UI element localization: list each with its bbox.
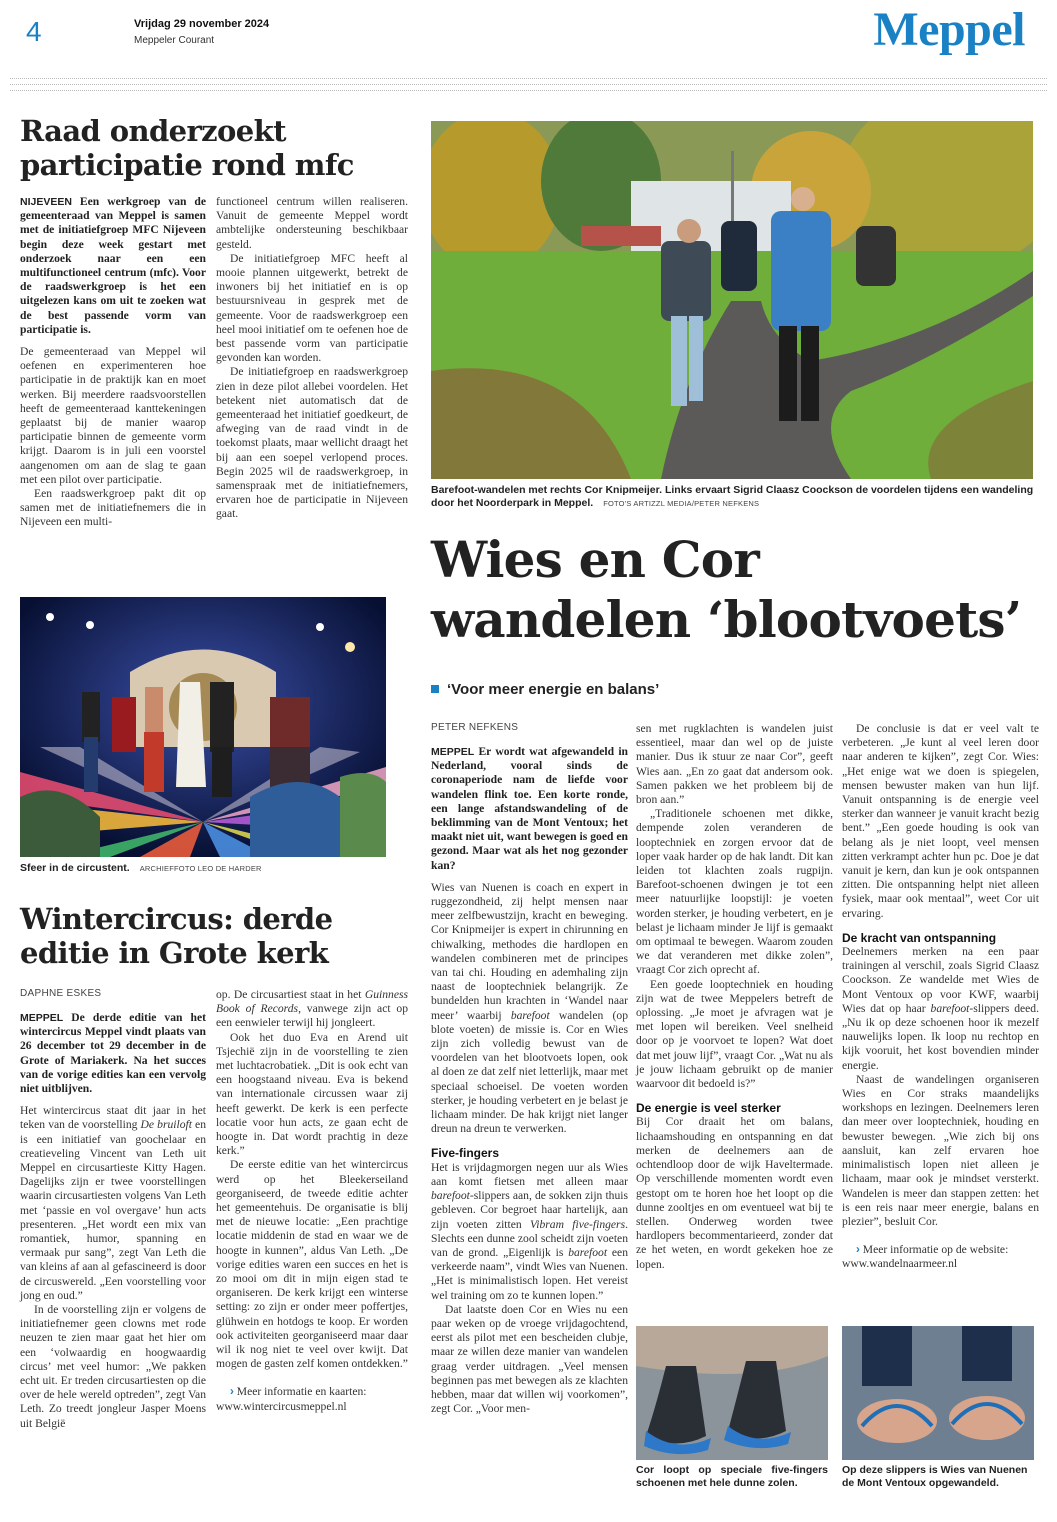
paragraph: De gemeenteraad van Meppel wil oefenen en experimenteren hoe participatie in de praktijk kan en moet werken. Bij meerdere raadsvoorstellen heeft de gemeenteraad kanttekeningen geplaatst bij de manier waarop participatie binnen de gemeente vorm krijgt. Daarom is in juli een voorstel aangenomen om aan de slag te gaan met een pilot over participatie. [20,345,206,486]
paragraph: sen met rugklachten is wandelen juist essentieel, maar dan wel op de juiste manier. Dus ik stuur ze naar Cor”, geeft Wies aan. „En zo gaat dat andersom ook. Samen pakken we het probleem bij de bron aan.” [636,722,833,807]
paragraph: De initiatiefgroep en raadswerkgroep zien in deze pilot allebei voordelen. Het betekent niet automatisch dat de gemeenteraad het initiatief goedkeurt, de afweging van de raad vindt in de toekomst plaats, maar wellicht draagt het bij aan een soepel verlopend proces. Begin 2025 wil de raadswerkgroep, in samenspraak met de initiatiefnemers, ervaren hoe de participatie in Nijeveen gaat. [216,365,408,521]
article-title [431,530,1041,650]
article-title: Wintercircus: derde editie in Grote kerk [20,902,333,970]
byline: DAPHNE ESKES [20,988,102,999]
walking-photo [431,121,1033,479]
chevron-right-icon: › [230,1385,234,1399]
more-info-link[interactable]: › Meer informatie op de website: www.wandelnaarmeer.nl [842,1243,1009,1271]
slippers-photo [842,1326,1034,1460]
paragraph: De initiatiefgroep MFC heeft al mooie plannen uitgewerkt, betrekt de inwoners bij het initiatief en is op bestuursniveau in gesprek met de gemeente. Voor de raadswerkgroep een heel mooi initiatief om te oefenen hoe de best passende vorm van participatie gevonden kan worden. [216,251,408,365]
paragraph: Ook het duo Eva en Arend uit Tsjechië zijn in de voorstelling te zien met luchtacrobatiek. „Dit is ook echt van een hoogstaand niveau. Eva is bekend van internationale circussen waar zij heeft gewerkt. De kerk is een perfecte locatie voor hun acts, ze gaan echt de hoogte in. Dat wordt prachtig in deze kerk.” [216,1030,408,1158]
article-column [636,722,833,1272]
photo-caption [431,484,1035,510]
article-column [431,722,628,1416]
website-link[interactable]: www.wintercircusmeppel.nl [216,1399,347,1413]
bullet-square-icon [431,685,439,693]
header-divider [10,84,1047,85]
paragraph: De eerste editie van het wintercircus werd op het Bleekerseiland georganiseerd, de tweede editie achter het gemeentehuis. De organisatie is blij met de nieuwe locatie: „Een prachtige locatie middenin de stad en waar we de hoogte in kunnen”, aldus Van Leth. „De vorige edities waren een succes en het is zo mooi om dit in mijn eigen stad te organiseren. De kerk krijgt een winterse setting: zo zijn er onder meer poffertjes, glühwein en hotdogs te koop. Er worden ook activiteiten georganiseerd maar daar wil ik nog niet te veel over kwijt. Dat mogen de gasten zelf komen ontdekken.” [216,1158,408,1371]
article-column [20,988,206,1431]
paragraph: op. De circusartiest staat in het Guinness Book of Records, vanwege zijn act op een eenwieler terwijl hij jongleert. [216,988,409,1030]
paragraph: Wies van Nuenen is coach en expert in ruggezondheid, zij helpt mensen naar meer zelfbewustzijn, kracht en beweging. Cor Knipmeijer is expert in chirunning en chiwalking, methodes die hardlopen en wandelen combineren met de principes van tai chi. Houding en ademhaling zijn naast de looptechniek belangrijk. Ze bundelden hun krachten in ‘Wandel naar meer’ waarbij barefoot wandelen (op blote voeten) de missie is. Cor en Wies zijn zich volledig bewust van de voordelen van het blootvoets lopen, ook al doen ze dat zelf niet letterlijk, maar met speciaal schoeisel. De voeten worden sterker, je houding verbetert en je belast je lichaam minder. De hak krijgt niet langer dreun na dreun te verwerken. [431,880,628,1136]
header-divider [10,90,1047,91]
circus-scene-image [20,597,386,857]
paragraph: Naast de wandelingen organiseren Wies en Cor straks maandelijks workshops en lezingen. Deelnemers leren dan meer over looptechniek, houding en bewuster bewegen. „Wie zich bij ons aansluit, kan zelf ervaren hoe minimalistisch lopen niet alleen je lichaam, maar ook je mindset versterkt. Wandelen is meer dan stappen zetten: het is een reis naar meer energie, balans en plezier”, besluit Cor. [842,1072,1039,1228]
five-fingers-shoes-image [636,1326,828,1460]
subheading: Five-fingers [431,1146,500,1161]
photo-caption: Cor loopt op speciale five-fingers schoenen met hele dunne zolen. [636,1464,828,1489]
byline: PETER NEFKENS [431,722,519,733]
paragraph: Een goede looptechniek en houding zijn wat de twee Meppelers betreft de oplossing. „Je moet je afvragen wat je met lopen wil bereiken. Veel snelheid door op je voorvoet te lopen? Wat doet dat met jouw lijf”, vraagt Cor. „Wat nu als je jouw lichaam gebruikt op de manier waarvoor dit bedoeld is?” [636,977,833,1091]
title-line: wandelen ‘blootvoets’ [431,590,1022,649]
article-lead: Er wordt wat afgewandeld in Nederland, vooral sinds de coronaperiode nam de liefde voor wandelen flink toe. Een korte ronde, een lange afstandswandeling of de beklimming van de Mont Ventoux; het maakt niet uit, want bewegen is goed en gezond. Maar wat als het nog gezonder kan? [431,745,628,872]
dateline: NIJEVEEN [20,196,72,208]
newspaper-name: Meppeler Courant [134,35,215,46]
paragraph: Dat laatste doen Cor en Wies nu een paar weken op de vroege vrijdagochtend, eerst als pilot met een bescheiden clubje, maar ze willen deze manier van wandelen graag verder uitdragen. „Veel mensen beginnen pas met bewegen als ze klachten hebben, maar dat willen wij voorkomen”, zegt Cor. „Voor men- [431,1302,628,1416]
dateline: MEPPEL [20,1012,64,1024]
caption-text: Sfeer in de circustent. [20,862,130,874]
photo-caption [20,862,400,875]
paragraph: Het is vrijdagmorgen negen uur als Wies aan komt fietsen met alleen maar barefoot-slippers aan, de sokken zijn thuis gebleven. Cor begroet haar hartelijk, aan zijn voeten zitten Vibram five-fingers. Slechts een dunne zool scheidt zijn voeten van de grond. „Eigenlijk is barefoot een verkeerde naam”, vindt Wies van Nuenen. „Het is minimalistisch lopen. Het vereist wel training om zo te kunnen lopen.” [431,1160,628,1302]
article-subtitle: ‘Voor meer energie en balans’ [431,681,659,698]
more-info-link[interactable]: › Meer informatie en kaarten: www.wintercircusmeppel.nl [216,1385,367,1413]
paragraph: Een raadswerkgroep pakt dit op samen met de initiatiefnemers die in Nijeveen een multi- [20,487,206,529]
paragraph: Het wintercircus staat dit jaar in het teken van de voorstelling De bruiloft en is een initiatief van goochelaar en creatieveling Vincent van Leth uit Meppel en circusartieste Kitty Hagen. Dagelijks zijn er twee voorstellingen waarin circusartiesten volgens Van Leth met ‘passie en vol overgave’ hun acts presenteren. „Het wordt een mix van romantiek, humor, spanning en vermaak pur sang”, zegt Van Leth die van kleins af aan al gefascineerd is door de circuswereld. „Een voorstelling voor jong en oud.” [20,1104,206,1302]
paragraph: Deelnemers merken na een paar trainingen al verschil, zoals Sigrid Claasz Coockson. Ze wandelde met Wies de Mont Ventoux op voor KWF, waarbij Wies dat op haar barefoot-slippers deed. „Nu ik op deze schoenen hoor ik mezelf nauwelijks lopen. Ik loop nu rechtop en kijk vooruit, het kost bovendien minder energie. [842,945,1039,1072]
subheading: De kracht van ontspanning [842,930,997,945]
article-lead: Een werkgroep van de gemeenteraad van Meppel is samen met de initiatiefgroep MFC Nijeveen begin deze week gestart met onderzoek naar een een multifunctioneel centrum (mfc). Voor de raadswerkgroep is het een uitgelezen kans om uit te zoeken wat de best passende vorm van participatie is. [20,195,206,336]
title-line: Wies en Cor [431,530,759,589]
paragraph: „Traditionele schoenen met dikke, dempende zolen veranderen de looptechniek en zorgen ervoor dat de loper vaak harder op de hak landt. Dit kan leiden tot klachten zoals rugpijn. Barefoot-schoenen dwingen je tot een meer natuurlijke loopstijl: je voeten worden sterker, je houding verbetert, en je belast je lichaam minder Je lijf is gemaakt om optimaal te bewegen. Waarom zouden we dat veranderen met dikke zolen”, vraagt Cor zich oprecht af. [636,807,833,977]
subheading: De energie is veel sterker [636,1101,781,1116]
page-number: 4 [26,16,42,47]
photo-credit: FOTO'S ARTIZZL MEDIA/PETER NEFKENS [603,499,760,508]
circus-photo [20,597,386,857]
barefoot-slippers-image [842,1326,1034,1460]
park-walk-image [431,121,1033,479]
caption-text: Barefoot-wandelen met rechts Cor Knipmeijer. Links ervaart Sigrid Claasz Coockson de voordelen tijdens een wandeling door het Noorderpark in Meppel. [431,484,1034,509]
photo-credit: ARCHIEFFOTO LEO DE HARDER [139,864,262,873]
paragraph: In de voorstelling zijn er volgens de initiatiefnemer geen clowns met rode neuzen te zien maar gaat het hier om een ‘volwaardig en hoogwaardig circus’ met veel humor: „We pakken echt uit. Er treden circusartiesten op die over de hele wereld optreden”, zegt Van Leth. Zo treedt jongleur Jasper Moens uit België [20,1303,206,1430]
article-column [216,988,408,1414]
paragraph: functioneel centrum willen realiseren. Vanuit de gemeente Meppel wordt ambtelijke ondersteuning beschikbaar gesteld. [216,195,408,251]
website-link[interactable]: www.wandelnaarmeer.nl [842,1257,958,1271]
publication-date: Vrijdag 29 november 2024 [134,18,270,30]
paragraph: Bij Cor draait het om balans, lichaamshouding en ontspanning en dat merken de deelnemers aan de ochtendloop door de wijk Haveltermade. Op verschillende momenten wordt even gestopt om te horen hoe het loopt op die dunne zooltjes en om eventueel wat bij te stellen. Onderweg worden twee hardlopers becommentarieerd, zonder dat ze het weten, en wordt gekeken hoe ze lopen. [636,1115,833,1271]
article-column [842,722,1039,1272]
header-divider [10,78,1047,79]
article-column [20,195,206,530]
five-fingers-photo [636,1326,828,1460]
article-column [216,195,408,522]
photo-caption: Op deze slippers is Wies van Nuenen de Mont Ventoux opgewandeld. [842,1464,1028,1489]
section-title: Meppel [873,3,1025,56]
chevron-right-icon: › [856,1243,860,1257]
paragraph: De conclusie is dat er veel valt te verbeteren. „Je kunt al veel leren door naar anderen te kijken”, zegt Cor. Wies: „Het enige wat we doen is spiegelen, mensen bewuster maken van hun lijf. Vanuit ontspanning is de energie veel sterker dan wanneer je vanuit kracht bezig bent.” „Een goede houding is ook van belang als je niet loopt, veel mensen zitten verkrampt achter hun pc. Doe je dat vanuit je kern, dan kun je ook ontspannen zitten. Die ontspanning helpt niet alleen fysiek, maar ook mentaal”, weet Cor uit ervaring. [842,722,1039,920]
article-lead: De derde editie van het wintercircus Meppel vindt plaats van 26 december tot 29 december in de Grote of Mariakerk. Na het succes van de vorige edities kan een vervolg niet uitblijven. [20,1011,206,1096]
article-title: Raad onderzoekt participatie rond mfc [20,114,354,182]
dateline: MEPPEL [431,746,475,758]
